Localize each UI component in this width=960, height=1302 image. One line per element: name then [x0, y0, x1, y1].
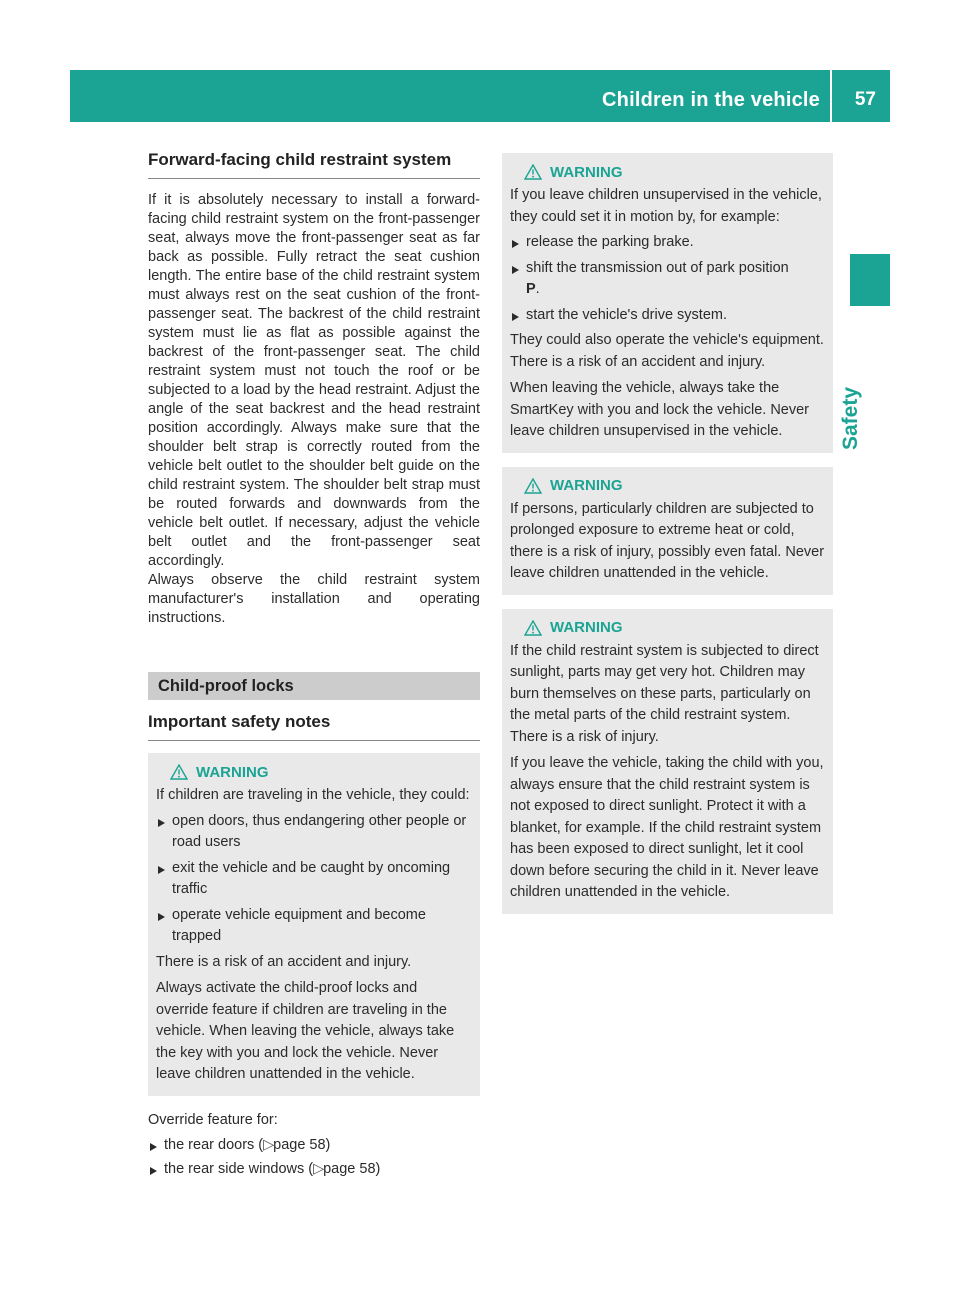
header-separator [830, 70, 832, 122]
warning-risk: There is a risk of an accident and injury. [156, 953, 412, 970]
list-item: operate vehicle equipment and become trapped [156, 905, 472, 948]
warning-advice: Always activate the child-proof locks and override feature if children are traveling in the vehicle. When leaving the vehicle, always take the key with you and lock the vehicle. Never leave children unattended in the vehicle. [156, 980, 455, 1082]
list-item-rear-windows [148, 1159, 480, 1181]
left-column [148, 150, 480, 1184]
warning-list [156, 811, 472, 948]
warning-label: WARNING [196, 763, 269, 781]
warning-box-sunlight [502, 609, 833, 914]
warning-triangle-icon [524, 478, 542, 494]
override-list [148, 1135, 480, 1180]
warning-box-unsupervised [502, 153, 833, 453]
warning-triangle-icon [524, 620, 542, 636]
list-item-rear-doors [148, 1135, 480, 1157]
right-column [502, 153, 833, 914]
list-item: start the vehicle's drive system. [510, 305, 825, 327]
section-bar-child-proof-locks: Child-proof locks [148, 672, 480, 700]
warning-label: WARNING [550, 619, 623, 636]
list-item: open doors, thus endangering other people or road users [156, 811, 472, 854]
warning-advice: When leaving the vehicle, always take the SmartKey with you and lock the vehicle. Never leave children unsupervised in the vehicle. [510, 380, 809, 439]
page-link-rear-windows[interactable]: page 58) [323, 1160, 381, 1177]
park-position-letter: P [526, 281, 536, 297]
warning-sunlight-advice: If you leave the vehicle, taking the child with you, always ensure that the child restraint system is not exposed to direct sunlight. Protect it with a blanket, for example. If the child restraint system has been exposed to direct sunlight, let it cool down before securing the child in it. Never leave children unattended in the vehicle. [510, 755, 824, 900]
page-header [70, 70, 890, 122]
list-item: shift the transmission out of park position P. [510, 258, 825, 301]
warning-intro: If you leave children unsupervised in the vehicle, they could set it in motion by, for example: [510, 187, 822, 225]
warning-triangle-icon [524, 164, 542, 180]
paragraph-forward-facing: If it is absolutely necessary to install a forward-facing child restraint system on the front-passenger seat, always move the front-passenger seat as far back as possible. Fully retract the seat cushion length. The entire base of the child restraint system must always rest on the seat cushion of the front-passenger seat. The backrest of the child restraint system must lie as flat as possible against the backrest of the front-passenger seat. The child restraint system must not touch the roof or be subjected to a load by the head restraint. Adjust the angle of the seat backrest and the head restraint position accordingly. Always make sure that the shoulder belt strap is correctly routed from the vehicle belt outlet to the shoulder belt guide on the child restraint system. The shoulder belt strap must be routed forwards and downwards from the vehicle belt outlet. If necessary, adjust the vehicle belt outlet and the front-passenger seat accordingly. [148, 192, 480, 569]
page-link-rear-doors[interactable]: page 58) [273, 1137, 331, 1153]
warning-box-child-proof [148, 753, 480, 1096]
warning-equipment: They could also operate the vehicle's equipment. There is a risk of an accident and injury. [510, 332, 824, 370]
warning-label: WARNING [550, 477, 623, 494]
list-item: release the parking brake. [510, 232, 825, 254]
warning-box-heat [502, 467, 833, 595]
paragraph-manufacturer: Always observe the child restraint system manufacturer's installation and operating instructions. [148, 572, 480, 626]
warning-header [510, 159, 825, 185]
warning-heat-text: If persons, particularly children are subjected to prolonged exposure to extreme heat or cold, there is a risk of injury, possibly even fatal. Never leave children unattended in the vehicle. [510, 500, 825, 581]
heading-forward-facing: Forward-facing child restraint system [148, 150, 480, 179]
warning-triangle-icon [170, 764, 188, 780]
side-section-label: Safety [839, 386, 862, 450]
page-reference-arrow-icon: ▷ [313, 1160, 325, 1177]
warning-header [510, 473, 825, 499]
list-item: exit the vehicle and be caught by oncoming traffic [156, 858, 472, 901]
heading-important-safety: Important safety notes [148, 712, 480, 741]
warning-intro: If children are traveling in the vehicle, they could: [156, 787, 470, 803]
page-title: Children in the vehicle [602, 89, 820, 111]
warning-header [156, 759, 472, 785]
warning-list [510, 232, 825, 326]
list-item-text: shift the transmission out of park position [526, 259, 789, 276]
warning-sunlight-text: If the child restraint system is subjected to direct sunlight, parts may get very hot. Children may burn themselves on these parts, particularly on the metal parts of the child restraint system. There is a risk of injury. [510, 642, 819, 745]
warning-label: WARNING [550, 163, 623, 181]
page-reference-arrow-icon: ▷ [263, 1137, 275, 1153]
override-text: the rear doors ( [164, 1137, 264, 1153]
override-intro: Override feature for: [148, 1111, 278, 1128]
warning-header [510, 615, 825, 641]
override-text: the rear side windows ( [164, 1160, 314, 1177]
page-number: 57 [854, 89, 876, 110]
side-tab-marker [850, 254, 890, 306]
